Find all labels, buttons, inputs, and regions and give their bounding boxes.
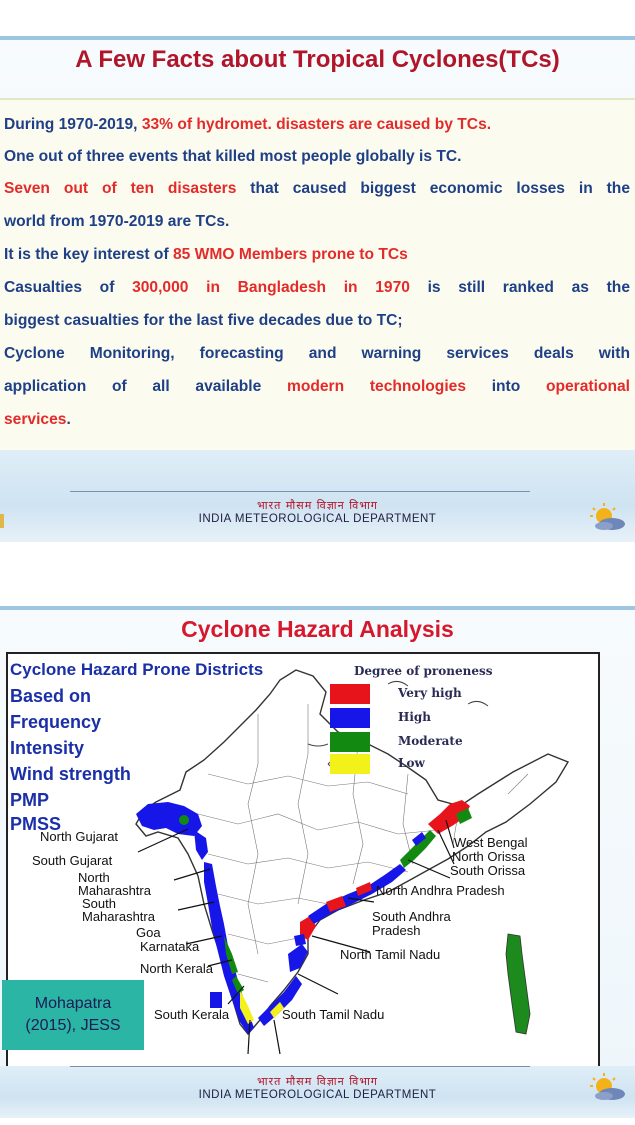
citation-journal: (2015), JESS [25, 1017, 121, 1034]
label-goa: Goa [136, 925, 161, 940]
label-karnataka: Karnataka [140, 939, 200, 954]
label-maharashtra-2: Maharashtra [82, 909, 155, 924]
legend-swatch-very-high [330, 684, 370, 704]
imd-hindi: भारत मौसम विज्ञान विभाग [257, 499, 378, 512]
slide-top-bar [0, 36, 635, 40]
slide-top-bar [0, 606, 635, 610]
citation-box [2, 980, 144, 1050]
label-south: South [82, 896, 116, 911]
label-west-bengal: West Bengal [454, 835, 528, 850]
criteria-heading: Cyclone Hazard Prone Districts [10, 660, 264, 679]
fact-line-9: application of all available modern technologies into operational [4, 378, 630, 395]
fact-line-8: Cyclone Monitoring, forecasting and warning services deals with [4, 345, 630, 362]
criteria-based-on: Based on [10, 686, 92, 706]
slide-title: Cyclone Hazard Analysis [181, 616, 454, 642]
fact-line-7: biggest casualties for the last five decades due to TC; [4, 312, 403, 329]
label-north-andhra-pradesh: North Andhra Pradesh [376, 883, 505, 898]
label-south-andhra: South Andhra [372, 909, 451, 924]
imd-english: INDIA METEOROLOGICAL DEPARTMENT [198, 1089, 437, 1101]
citation-author: Mohapatra [34, 995, 112, 1012]
label-maharashtra: Maharashtra [78, 883, 151, 898]
imd-english: INDIA METEOROLOGICAL DEPARTMENT [198, 513, 437, 525]
imd-footer [0, 1074, 635, 1101]
label-north-kerala: North Kerala [140, 961, 213, 976]
imd-sun-cloud-icon [588, 1072, 628, 1102]
legend-swatch-moderate [330, 732, 370, 752]
imd-hindi: भारत मौसम विज्ञान विभाग [257, 1075, 378, 1088]
legend-label-very-high: Very high [398, 686, 462, 700]
facts-text-block [0, 98, 635, 450]
label-pradesh: Pradesh [372, 923, 421, 938]
label-south-kerala: South Kerala [154, 1007, 230, 1022]
footer-sky [0, 450, 635, 542]
fact-line-2: One out of three events that killed most people globally is TC. [4, 148, 462, 165]
imd-sun-cloud-icon [588, 502, 628, 532]
label-north-gujarat: North Gujarat [40, 829, 119, 844]
criteria-pmss: PMSS [10, 814, 62, 834]
fact-line-5: It is the key interest of 85 WMO Members prone to TCs [4, 246, 408, 263]
left-edge-mark [0, 514, 4, 528]
criteria-intensity: Intensity [10, 738, 85, 758]
criteria-pmp: PMP [10, 790, 50, 810]
label-south-gujarat: South Gujarat [32, 853, 113, 868]
fact-line-1: During 1970-2019, 33% of hydromet. disasters are caused by TCs. [4, 116, 492, 133]
slide-tc-facts [0, 36, 635, 542]
imd-footer [0, 498, 635, 525]
legend-label-low: Low [398, 756, 425, 770]
label-south-tamil-nadu: South Tamil Nadu [282, 1007, 385, 1022]
label-south-orissa: South Orissa [450, 863, 526, 878]
criteria-wind-strength: Wind strength [10, 764, 131, 784]
label-north: North [78, 870, 110, 885]
label-north-orissa: North Orissa [452, 849, 525, 864]
legend-swatch-high [330, 708, 370, 728]
fact-line-6: Casualties of 300,000 in Bangladesh in 1970 is still ranked as the [4, 279, 631, 296]
legend-label-moderate: Moderate [398, 734, 463, 748]
criteria-frequency: Frequency [10, 712, 102, 732]
slide-title: A Few Facts about Tropical Cyclones(TCs) [75, 46, 560, 73]
slide-cyclone-hazard [0, 606, 635, 1118]
fact-line-10: services. [4, 411, 71, 428]
fact-line-3: Seven out of ten disasters that caused biggest economic losses in the [4, 180, 631, 197]
legend-label-high: High [398, 710, 432, 724]
legend-swatch-low [330, 754, 370, 774]
footer-rule [70, 491, 530, 492]
label-north-tamil-nadu: North Tamil Nadu [340, 947, 441, 962]
fact-line-4: world from 1970-2019 are TCs. [4, 213, 230, 230]
andaman-islands [506, 934, 530, 1034]
footer-rule [70, 1066, 530, 1067]
legend-heading: Degree of proneness [354, 664, 493, 678]
lakshadweep-islands [210, 992, 222, 1008]
